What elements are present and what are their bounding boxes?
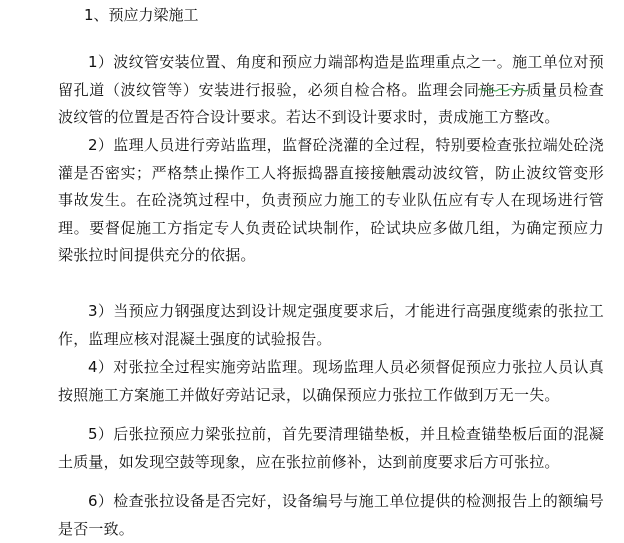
paragraph-6: 6）检查张拉设备是否完好，设备编号与施工单位提供的检测报告上的额编号是否一致。: [58, 492, 604, 538]
paragraph-2: 2）监理人员进行旁站监理，监督砼浇灌的全过程，特别要检查张拉端处砼浇灌是否密实；严格禁止操作工人将振捣器直接接触震动波纹管，防止波纹管变形事故发生。在砼浇筑过程中，负责预应力施工的专业队伍应有专人在现场进行管理。要督促施工方指定专人负责砼试块制作，砼试块应多做几组，为确定预应力梁张拉时间提供充分的依据。: [58, 136, 604, 265]
spellcheck-underline: [478, 88, 528, 92]
paragraph-5: 5）后张拉预应力梁张拉前，首先要清理锚垫板，并且检查锚垫板后面的混凝土质量，如发现空鼓等现象，应在张拉前修补，达到前度要求后方可张拉。: [58, 425, 604, 471]
paragraph-4: 4）对张拉全过程实施旁站监理。现场监理人员必须督促预应力张拉人员认真按照施工方案施工并做好旁站记录，以确保预应力张拉工作做到万无一失。: [58, 358, 604, 404]
paragraph-1: 1）波纹管安装位置、角度和预应力端部构造是监理重点之一。施工单位对预留孔道（波纹管等）安装进行报验，必须自检合格。监理会同施工方质量员检查波纹管的位置是否符合设计要求。若达不到设计要求时，责成施工方整改。: [58, 53, 604, 127]
paragraph-3: 3）当预应力钢强度达到设计规定强度要求后，才能进行高强度缆索的张拉工作，监理应核对混凝土强度的试验报告。: [58, 302, 604, 348]
section-heading: 1、预应力梁施工: [84, 6, 199, 24]
